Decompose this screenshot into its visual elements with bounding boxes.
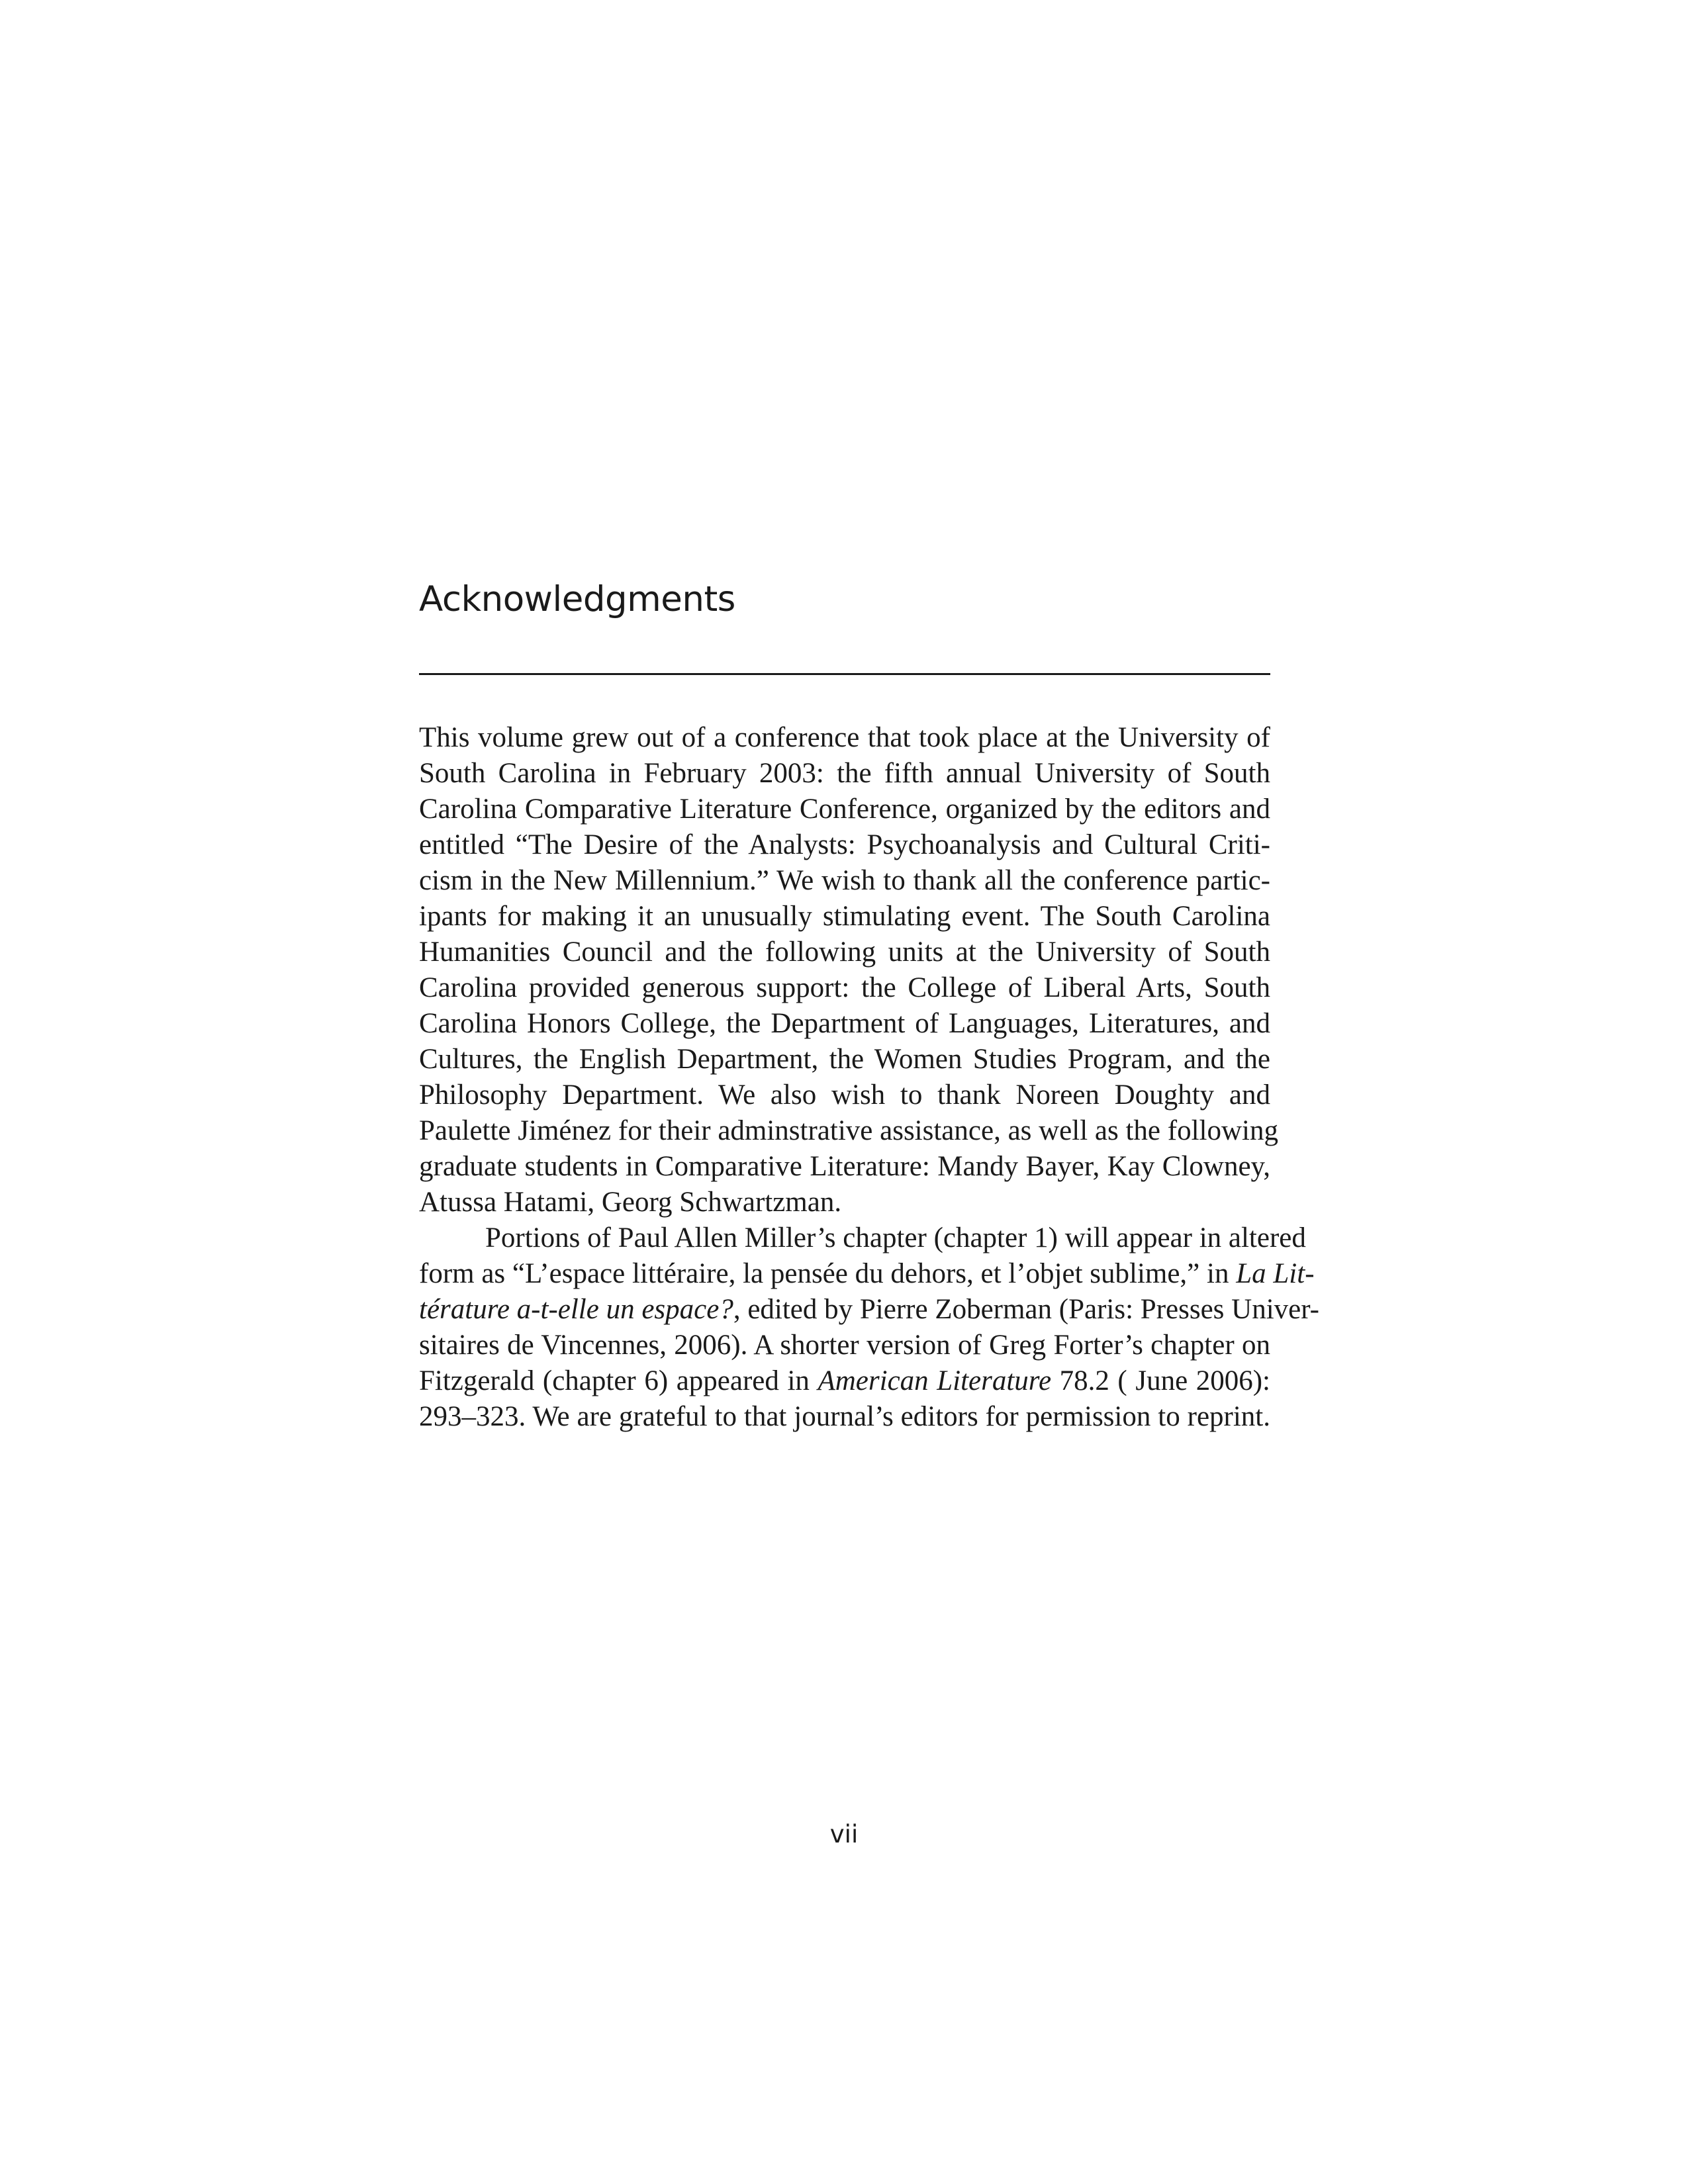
text-line: 293–323. We are grateful to that journal’s editors for permission to reprint. [419, 1401, 1270, 1432]
text-line: South Carolina in February 2003: the fifth annual University of South [419, 758, 1270, 789]
text-line: Cultures, the English Department, the Women Studies Program, and the [419, 1044, 1270, 1075]
text-line: Humanities Council and the following units at the University of South [419, 936, 1270, 968]
page-title: Acknowledgments [419, 579, 735, 619]
text-line: Carolina Honors College, the Department of Languages, Literatures, and [419, 1008, 1270, 1039]
paragraph-1 [419, 720, 1278, 1220]
text-run: form as “L’espace littéraire, la pensée du dehors, et l’objet sublime,” in [419, 1258, 1237, 1289]
text-line: Carolina Comparative Literature Conference, organized by the editors and [419, 794, 1270, 825]
italic-title: térature a-t-elle un espace? [419, 1294, 733, 1325]
italic-title: American Literature [818, 1365, 1052, 1396]
text-line [419, 1363, 1270, 1399]
text-line: ipants for making it an unusually stimulating event. The South Carolina [419, 901, 1270, 932]
text-line: Atussa Hatami, Georg Schwartzman. [419, 1187, 842, 1218]
text-line: This volume grew out of a conference that took place at the University of [419, 722, 1270, 753]
text-run: , edited by Pierre Zoberman (Paris: Presses Univer- [733, 1294, 1320, 1325]
page-number: vii [829, 1820, 859, 1848]
text-line: Carolina provided generous support: the College of Liberal Arts, South [419, 972, 1270, 1003]
text-line: entitled “The Desire of the Analysts: Psychoanalysis and Cultural Criti- [419, 829, 1270, 860]
text-line [419, 1292, 1320, 1328]
text-line: Paulette Jiménez for their adminstrative assistance, as well as the following [419, 1115, 1278, 1146]
text-line [419, 1256, 1315, 1292]
body-text [419, 720, 1320, 1435]
paragraph-2 [419, 1220, 1320, 1435]
text-line: Portions of Paul Allen Miller’s chapter (chapter 1) will appear in altered [485, 1222, 1306, 1253]
text-run: Fitzgerald (chapter 6) appeared in [419, 1365, 818, 1396]
title-divider [419, 673, 1270, 675]
text-line: graduate students in Comparative Literature: Mandy Bayer, Kay Clowney, [419, 1151, 1270, 1182]
text-line: Philosophy Department. We also wish to thank Noreen Doughty and [419, 1079, 1270, 1111]
text-line: sitaires de Vincennes, 2006). A shorter version of Greg Forter’s chapter on [419, 1330, 1270, 1361]
text-run: 78.2 ( June 2006): [1051, 1365, 1270, 1396]
text-line: cism in the New Millennium.” We wish to thank all the conference partic- [419, 865, 1270, 896]
italic-title: La Lit- [1236, 1258, 1315, 1289]
